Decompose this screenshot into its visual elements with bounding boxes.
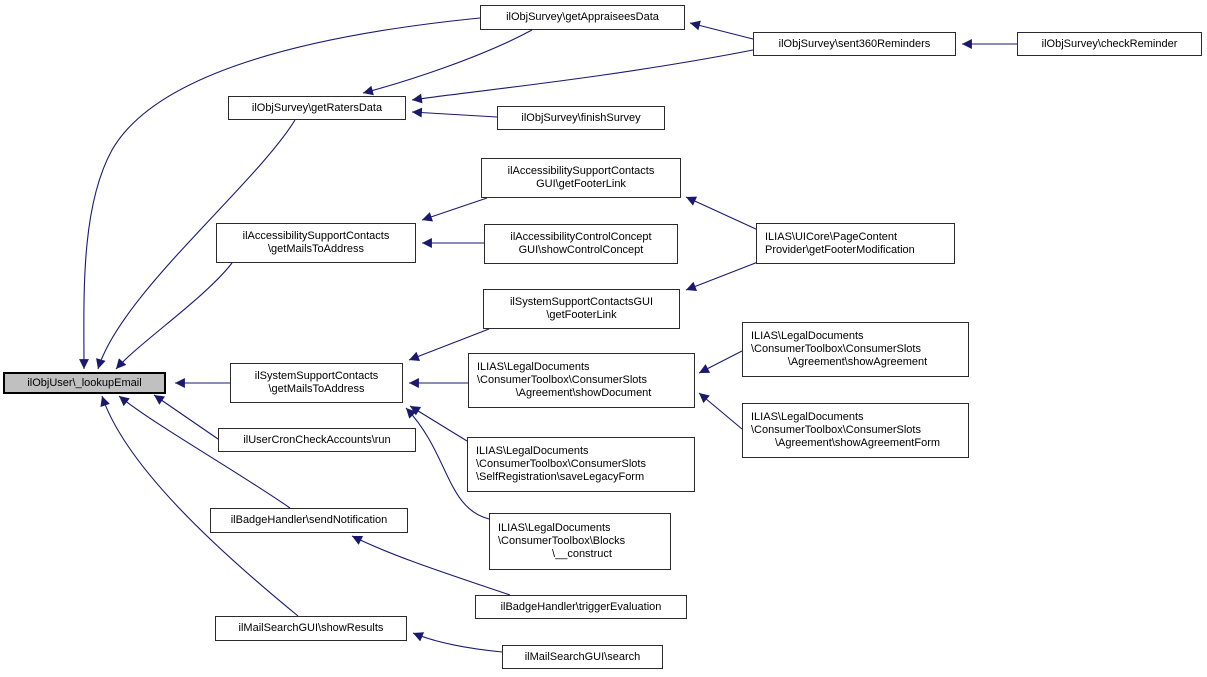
- node-label: GUI\showControlConcept: [518, 244, 644, 256]
- node-label: ilSystemSupportContactsGUI: [509, 296, 654, 308]
- node-label: ilMailSearchGUI\showResults: [238, 622, 384, 634]
- node-ilObjSurvey-getAppraiseesData[interactable]: [480, 5, 685, 30]
- node-ILIAS-LegalDocuments-Agreement-showAgreementForm[interactable]: [742, 403, 969, 458]
- node-label: ILIAS\LegalDocuments: [751, 330, 864, 342]
- node-ilMailSearchGUI-showResults[interactable]: [215, 616, 407, 641]
- node-label: ilMailSearchGUI\search: [524, 650, 641, 663]
- node-label: \ConsumerToolbox\ConsumerSlots: [751, 424, 921, 436]
- node-ilBadgeHandler-sendNotification[interactable]: [210, 508, 408, 533]
- node-label: Provider\getFooterModification: [765, 243, 915, 256]
- node-label: \ConsumerToolbox\ConsumerSlots: [476, 458, 646, 470]
- node-ILIAS-LegalDocuments-Agreement-showAgreement[interactable]: [742, 322, 969, 377]
- node-label: ilObjSurvey\finishSurvey: [521, 111, 641, 124]
- edge-search-showResults: [413, 633, 502, 652]
- node-ilObjSurvey-sent360Reminders[interactable]: [753, 32, 956, 56]
- node-label: ilBadgeHandler\triggerEvaluation: [500, 600, 662, 613]
- node-label: ilAccessibilitySupportContacts: [507, 165, 655, 177]
- edge-showAgreementForm-showDocument: [699, 393, 742, 429]
- node-label: \getMailsToAddress: [268, 243, 364, 255]
- edge-accGetMails-lookupEmail: [116, 263, 232, 369]
- node-ILIAS-UICore-PageContentProvider-getFooterModification[interactable]: [756, 223, 955, 264]
- node-label: \SelfRegistration\saveLegacyForm: [476, 471, 645, 483]
- node-ilAccessibilityControlConceptGUI-showControlConcept[interactable]: [484, 224, 678, 264]
- node-label: ilObjSurvey\checkReminder: [1041, 37, 1178, 50]
- edge-sent360Reminders-getAppraiseesData: [690, 23, 753, 39]
- node-label: \ConsumerToolbox\Blocks: [498, 535, 626, 547]
- node-label: \Agreement\showAgreementForm: [774, 437, 941, 449]
- node-label: GUI\getFooterLink: [536, 178, 626, 190]
- edge-pageContentProvider-sysGUIgetFooterLink: [686, 262, 758, 290]
- node-ILIAS-LegalDocuments-Blocks-construct[interactable]: [489, 513, 671, 570]
- node-label: ilObjSurvey\getAppraiseesData: [506, 11, 659, 23]
- node-ilObjSurvey-finishSurvey[interactable]: [497, 106, 665, 130]
- node-ilSystemSupportContactsGUI-getFooterLink[interactable]: [483, 289, 680, 329]
- node-label: ILIAS\UICore\PageContent: [765, 230, 898, 243]
- node-label: ilObjSurvey\getRatersData: [251, 101, 383, 114]
- edge-run-lookupEmail: [154, 395, 218, 439]
- edge-accGUIgetFooterLink-accGetMails: [422, 198, 487, 220]
- node-label: ilUserCronCheckAccounts\run: [243, 433, 391, 446]
- node-ilMailSearchGUI-search[interactable]: [502, 645, 663, 669]
- node-ILIAS-LegalDocuments-SelfRegistration-saveLegacyForm[interactable]: [467, 437, 695, 492]
- edge-sendNotification-lookupEmail: [119, 396, 290, 508]
- node-label: \ConsumerToolbox\ConsumerSlots: [477, 374, 647, 386]
- node-label: \ConsumerToolbox\ConsumerSlots: [751, 343, 921, 355]
- node-label: ILIAS\LegalDocuments: [751, 411, 864, 423]
- edge-pageContentProvider-accGUIgetFooterLink: [686, 197, 758, 230]
- edge-finishSurvey-getRatersData: [412, 112, 497, 117]
- node-label: ILIAS\LegalDocuments: [477, 361, 590, 373]
- node-ilObjUser-lookupEmail: [3, 372, 166, 394]
- edge-getAppraiseesData-getRatersData: [363, 30, 532, 93]
- node-label: ilAccessibilityControlConcept: [510, 231, 652, 243]
- node-ilObjSurvey-checkReminder[interactable]: [1017, 32, 1202, 56]
- node-label: \__construct: [552, 548, 612, 560]
- edge-triggerEvaluation-sendNotification: [352, 536, 510, 595]
- node-label: \Agreement\showAgreement: [787, 356, 928, 368]
- node-label: ilAccessibilitySupportContacts: [242, 230, 390, 242]
- node-label: ILIAS\LegalDocuments: [498, 522, 611, 534]
- node-label: ilSystemSupportContacts: [254, 370, 379, 382]
- node-ilSystemSupportContacts-getMailsToAddress[interactable]: [230, 363, 403, 403]
- edge-showAgreement-showDocument: [699, 351, 742, 373]
- node-label: ilBadgeHandler\sendNotification: [230, 514, 388, 526]
- node-label: \Agreement\showDocument: [515, 387, 652, 399]
- node-label: \getFooterLink: [546, 309, 617, 321]
- edge-sent360Reminders-getRatersData: [412, 50, 753, 100]
- node-ilObjSurvey-getRatersData[interactable]: [228, 96, 406, 120]
- node-ilAccessibilitySupportContactsGUI-getFooterLink[interactable]: [481, 158, 681, 198]
- node-label: ilObjSurvey\sent360Reminders: [778, 37, 931, 50]
- node-ilUserCronCheckAccounts-run[interactable]: [218, 428, 416, 452]
- node-label: ILIAS\LegalDocuments: [476, 445, 589, 457]
- edge-getAppraiseesData-lookupEmail: [84, 18, 480, 369]
- node-label: \getMailsToAddress: [268, 383, 365, 395]
- node-label: ilObjUser\_lookupEmail: [27, 376, 142, 389]
- node-ilBadgeHandler-triggerEvaluation[interactable]: [475, 595, 687, 619]
- node-ILIAS-LegalDocuments-Agreement-showDocument[interactable]: [468, 353, 695, 408]
- node-ilAccessibilitySupportContacts-getMailsToAddress[interactable]: [216, 223, 416, 263]
